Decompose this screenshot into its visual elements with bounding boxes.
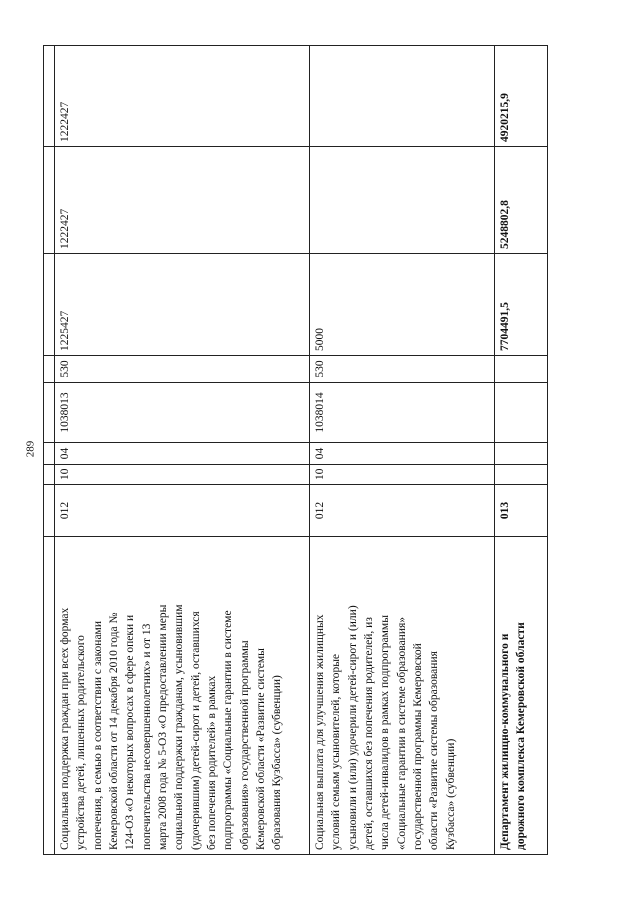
- amount-3: 1222427: [55, 46, 310, 147]
- ministry-code: 013: [495, 485, 548, 537]
- header-cell: [44, 465, 55, 485]
- header-cell: [44, 383, 55, 443]
- header-cell: [44, 254, 55, 356]
- amount-2: [310, 147, 495, 254]
- amount-3: 4920215,9: [495, 46, 548, 147]
- page-number: 289: [24, 440, 37, 458]
- budget-table: [43, 45, 548, 855]
- header-cell: [44, 537, 55, 855]
- amount-2: 1222427: [55, 147, 310, 254]
- target-code: [495, 383, 548, 443]
- section-code: 10: [310, 465, 495, 485]
- header-cell: [44, 356, 55, 383]
- row-description: Департамент жилищно-коммунального и дорожного комплекса Кемеровской области: [495, 537, 548, 855]
- ministry-code: 012: [310, 485, 495, 537]
- subsection-code: 04: [310, 443, 495, 465]
- table-row: [310, 46, 495, 855]
- table-row: [55, 46, 310, 855]
- expense-type-code: 530: [310, 356, 495, 383]
- ministry-code: 012: [55, 485, 310, 537]
- amount-2: 5248802,8: [495, 147, 548, 254]
- header-cell: [44, 147, 55, 254]
- target-code: 1038013: [55, 383, 310, 443]
- expense-type-code: 530: [55, 356, 310, 383]
- section-code: 10: [55, 465, 310, 485]
- header-cell: [44, 485, 55, 537]
- expense-type-code: [495, 356, 548, 383]
- row-description: Социальная выплата для улучшения жилищных условий семьям усыновителей, которые усыновили и (или) удочерили детей-сирот и (или) детей, оставшихся без попечения родителей, из числа детей-инвалидов в рамках подпрограммы «Социальные гарантии в системе образования» государственной программы Кемеровской области «Развитие системы образования Кузбасса» (субвенции): [310, 537, 495, 855]
- header-cell: [44, 46, 55, 147]
- target-code: 1038014: [310, 383, 495, 443]
- table-row: [495, 46, 548, 855]
- table-header-row: [44, 46, 55, 855]
- budget-table-rotated: [43, 46, 548, 855]
- amount-1: 1225427: [55, 254, 310, 356]
- section-code: [495, 465, 548, 485]
- subsection-code: [495, 443, 548, 465]
- amount-1: 7704491,5: [495, 254, 548, 356]
- amount-1: 5000: [310, 254, 495, 356]
- row-description: Социальная поддержка граждан при всех формах устройства детей, лишенных родительского попечения, в семью в соответствии с законами Кемеровской области от 14 декабря 2010 года № 124-ОЗ «О некоторых вопросах в сфере опеки и попечительства несовершеннолетних» и от 13 марта 2008 года № 5-ОЗ «О предоставлении меры социальной поддержки гражданам, усыновившим (удочерившим) детей-сирот и детей, оставшихся без попечения родителей» в рамках подпрограммы «Социальные гарантии в системе образования» государственной программы Кемеровской области «Развитие системы образования Кузбасса» (субвенции): [55, 537, 310, 855]
- header-cell: [44, 443, 55, 465]
- subsection-code: 04: [55, 443, 310, 465]
- amount-3: [310, 46, 495, 147]
